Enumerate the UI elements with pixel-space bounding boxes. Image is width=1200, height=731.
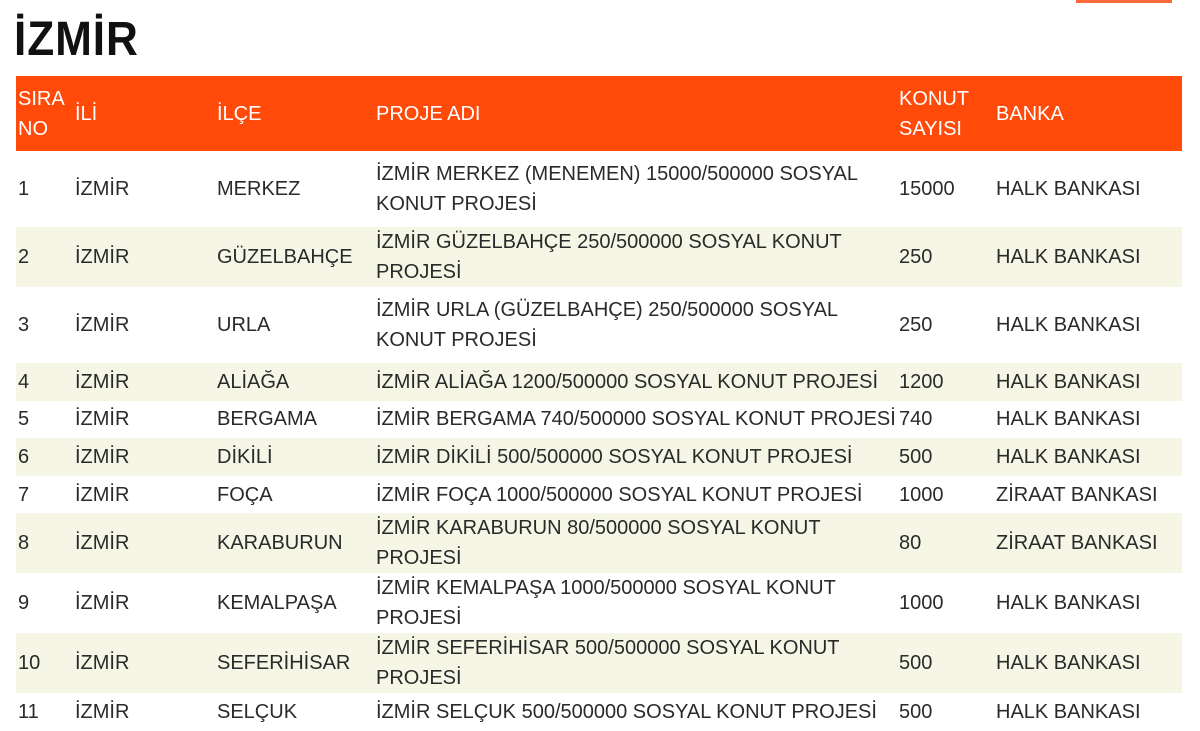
cell-ilce: ALİAĞA: [217, 370, 290, 393]
cell-il: İZMİR: [75, 408, 130, 431]
cell-banka: HALK BANKASI: [996, 408, 1141, 431]
cell-il: İZMİR: [75, 370, 130, 393]
cell-konut: 250: [899, 314, 933, 336]
top-accent-bar: [1076, 0, 1172, 3]
cell-banka: HALK BANKASI: [996, 445, 1141, 468]
cell-ilce: MERKEZ: [217, 178, 301, 200]
cell-proje: İZMİR BERGAMA 740/500000 SOSYAL KONUT PROJESİ: [376, 408, 896, 431]
projects-table: [16, 76, 1182, 731]
cell-proje: İZMİR URLA (GÜZELBAHÇE) 250/500000 SOSYAL KONUT PROJESİ: [376, 299, 838, 351]
page-title: İZMİR: [14, 13, 139, 66]
cell-ilce: SEFERİHİSAR: [217, 652, 351, 675]
cell-sira: 9: [18, 592, 30, 615]
cell-banka: HALK BANKASI: [996, 314, 1141, 336]
cell-banka: HALK BANKASI: [996, 701, 1141, 724]
cell-proje: İZMİR DİKİLİ 500/500000 SOSYAL KONUT PROJESİ: [376, 445, 853, 468]
table-row: [16, 151, 1182, 227]
cell-il: İZMİR: [75, 701, 130, 724]
cell-banka: HALK BANKASI: [996, 246, 1141, 268]
cell-banka: HALK BANKASI: [996, 652, 1141, 675]
cell-banka: ZİRAAT BANKASI: [996, 483, 1158, 506]
cell-sira: 11: [18, 701, 39, 724]
cell-proje: İZMİR SELÇUK 500/500000 SOSYAL KONUT PROJESİ: [376, 701, 877, 724]
table-row: [16, 401, 1182, 439]
cell-banka: ZİRAAT BANKASI: [996, 532, 1158, 555]
cell-banka: HALK BANKASI: [996, 178, 1141, 200]
cell-ilce: FOÇA: [217, 483, 273, 506]
cell-il: İZMİR: [75, 592, 130, 615]
cell-konut: 1000: [899, 483, 944, 506]
cell-konut: 500: [899, 445, 933, 468]
cell-sira: 8: [18, 532, 30, 555]
cell-ilce: DİKİLİ: [217, 445, 273, 468]
cell-konut: 500: [899, 701, 933, 724]
cell-proje: İZMİR KARABURUN 80/500000 SOSYAL KONUT PROJESİ: [376, 517, 821, 570]
cell-proje: İZMİR MERKEZ (MENEMEN) 15000/500000 SOSYAL KONUT PROJESİ: [376, 163, 858, 215]
table-row: [16, 227, 1182, 287]
cell-il: İZMİR: [75, 246, 130, 268]
table-header-row: [16, 76, 1182, 151]
cell-sira: 2: [18, 246, 30, 268]
cell-il: İZMİR: [75, 445, 130, 468]
cell-sira: 5: [18, 408, 30, 431]
cell-ilce: GÜZELBAHÇE: [217, 246, 353, 268]
cell-il: İZMİR: [75, 532, 130, 555]
cell-proje: İZMİR FOÇA 1000/500000 SOSYAL KONUT PROJESİ: [376, 483, 863, 506]
cell-sira: 10: [18, 652, 41, 675]
cell-banka: HALK BANKASI: [996, 370, 1141, 393]
cell-ilce: BERGAMA: [217, 408, 318, 431]
cell-sira: 3: [18, 314, 30, 336]
table-row: [16, 476, 1182, 514]
cell-konut: 250: [899, 246, 933, 268]
cell-sira: 1: [18, 178, 30, 200]
cell-banka: HALK BANKASI: [996, 592, 1141, 615]
table-row: [16, 438, 1182, 476]
cell-il: İZMİR: [75, 178, 130, 200]
table-row: [16, 513, 1182, 573]
cell-il: İZMİR: [75, 652, 130, 675]
table-row: [16, 573, 1182, 633]
header-ilce: İLÇE: [217, 102, 262, 125]
table-row: [16, 363, 1182, 401]
cell-konut: 1200: [899, 370, 944, 393]
header-ili: İLİ: [75, 102, 98, 125]
cell-ilce: KEMALPAŞA: [217, 592, 337, 615]
table-row: [16, 633, 1182, 693]
cell-proje: İZMİR SEFERİHİSAR 500/500000 SOSYAL KONUT PROJESİ: [376, 637, 840, 690]
header-proje-adi: PROJE ADI: [376, 102, 481, 125]
cell-sira: 7: [18, 483, 30, 506]
cell-konut: 1000: [899, 592, 944, 615]
table-row: [16, 287, 1182, 363]
cell-konut: 740: [899, 408, 933, 431]
cell-proje: İZMİR KEMALPAŞA 1000/500000 SOSYAL KONUT PROJESİ: [376, 577, 836, 630]
cell-proje: İZMİR GÜZELBAHÇE 250/500000 SOSYAL KONUT PROJESİ: [376, 231, 842, 283]
cell-konut: 500: [899, 652, 933, 675]
cell-il: İZMİR: [75, 314, 130, 336]
cell-ilce: SELÇUK: [217, 701, 298, 724]
cell-ilce: URLA: [217, 314, 271, 336]
table-row: [16, 693, 1182, 731]
cell-konut: 15000: [899, 178, 955, 200]
header-sira-no: SIRA NO: [18, 87, 64, 140]
cell-sira: 4: [18, 370, 30, 393]
cell-proje: İZMİR ALİAĞA 1200/500000 SOSYAL KONUT PROJESİ: [376, 370, 879, 393]
cell-il: İZMİR: [75, 483, 130, 506]
header-konut-sayisi: KONUT SAYISI: [899, 87, 969, 140]
cell-konut: 80: [899, 532, 922, 555]
cell-ilce: KARABURUN: [217, 532, 343, 555]
header-banka: BANKA: [996, 102, 1064, 125]
cell-sira: 6: [18, 445, 30, 468]
